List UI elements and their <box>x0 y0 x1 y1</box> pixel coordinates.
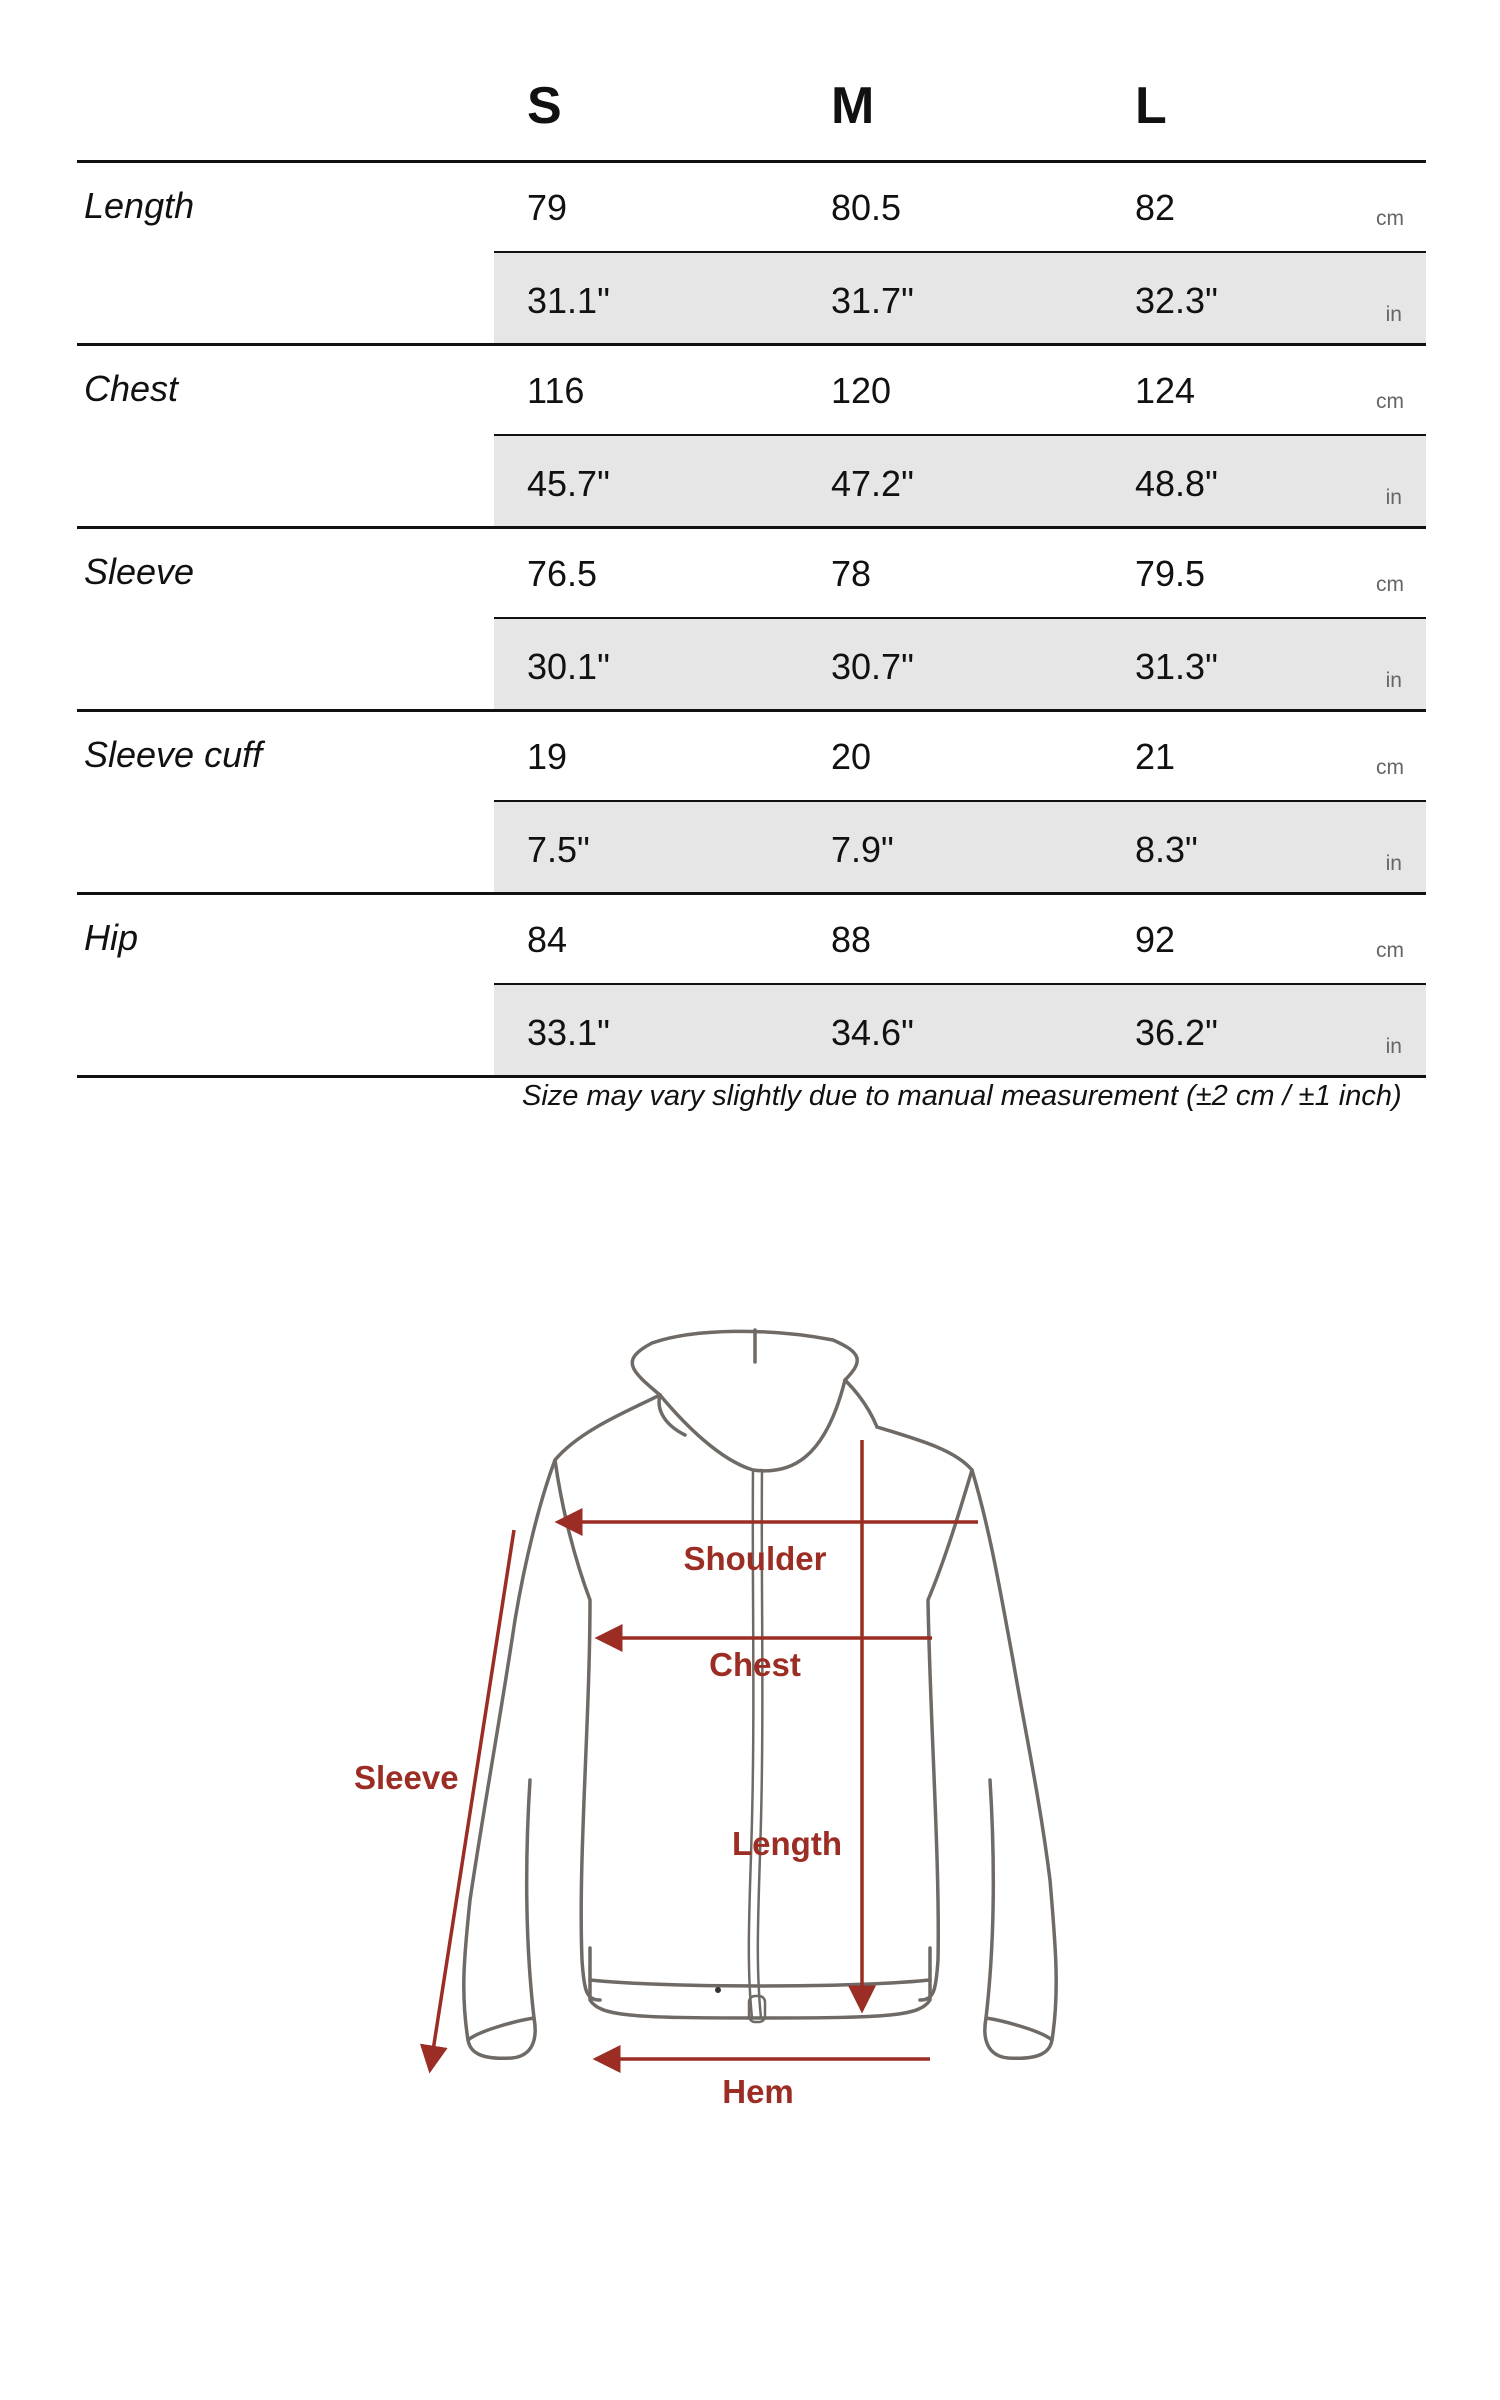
cm-row <box>494 529 1426 620</box>
value-cell: 7.5" <box>527 829 590 870</box>
value-cell: 7.9" <box>831 829 894 870</box>
sleeve-label: Sleeve <box>354 1759 459 1796</box>
unit-label-in: in <box>1385 852 1402 875</box>
right-cuff <box>985 2018 1052 2058</box>
inch-row <box>494 253 1426 343</box>
cm-row <box>494 712 1426 803</box>
value-cell: 82 <box>1135 187 1176 228</box>
value-cell: 32.3" <box>1135 280 1218 321</box>
size-header-row <box>77 60 1426 163</box>
chest-label: Chest <box>709 1646 801 1683</box>
measurement-label: Length <box>84 185 195 226</box>
unit-label-cm: cm <box>1376 207 1404 230</box>
measurement-label: Hip <box>84 917 139 958</box>
value-cell: 79 <box>527 187 568 228</box>
measurement-label: Sleeve <box>84 551 195 592</box>
unit-label-cm: cm <box>1376 939 1404 962</box>
value-cell: 33.1" <box>527 1012 610 1053</box>
inch-row <box>494 985 1426 1075</box>
measurement-group-chest <box>77 346 1426 529</box>
value-cell: 21 <box>1135 736 1176 777</box>
value-cell: 76.5 <box>527 553 598 594</box>
value-cell: 19 <box>527 736 568 777</box>
cm-row <box>494 163 1426 254</box>
value-cell: 48.8" <box>1135 463 1218 504</box>
shoulder-label: Shoulder <box>683 1540 827 1577</box>
value-cell: 120 <box>831 370 892 411</box>
measurement-group-hip <box>77 895 1426 1078</box>
unit-label-in: in <box>1385 486 1402 509</box>
hem-label: Hem <box>722 2073 794 2110</box>
value-cell: 8.3" <box>1135 829 1198 870</box>
unit-label-cm: cm <box>1376 573 1404 596</box>
cm-row <box>494 895 1426 986</box>
hoodie-measurement-diagram <box>300 1300 1160 2140</box>
hoodie-diagram-svg <box>300 1300 1160 2140</box>
cm-row <box>494 346 1426 437</box>
measurement-group-sleeve <box>77 529 1426 712</box>
size-chart-table <box>77 60 1426 1078</box>
hoodie-outline <box>464 1330 1056 2058</box>
inch-row <box>494 619 1426 709</box>
value-cell: 31.7" <box>831 280 914 321</box>
value-cell: 34.6" <box>831 1012 914 1053</box>
unit-label-in: in <box>1385 1035 1402 1058</box>
measurement-group-length <box>77 163 1426 346</box>
size-header-s: S <box>527 77 562 135</box>
unit-label-in: in <box>1385 303 1402 326</box>
measurement-label: Chest <box>84 368 179 409</box>
unit-label-cm: cm <box>1376 390 1404 413</box>
value-cell: 84 <box>527 919 568 960</box>
value-cell: 20 <box>831 736 872 777</box>
length-label: Length <box>732 1825 842 1862</box>
value-cell: 47.2" <box>831 463 914 504</box>
left-cuff <box>468 2018 535 2058</box>
inch-row <box>494 802 1426 892</box>
value-cell: 79.5 <box>1135 553 1206 594</box>
value-cell: 78 <box>831 553 872 594</box>
value-cell: 88 <box>831 919 872 960</box>
size-header-m: M <box>831 77 875 135</box>
value-cell: 45.7" <box>527 463 610 504</box>
value-cell: 116 <box>527 370 585 411</box>
value-cell: 124 <box>1135 370 1196 411</box>
value-cell: 92 <box>1135 919 1176 960</box>
value-cell: 36.2" <box>1135 1012 1218 1053</box>
value-cell: 30.7" <box>831 646 914 687</box>
sleeve-arrow <box>430 1530 514 2070</box>
value-cell: 31.1" <box>527 280 610 321</box>
unit-label-cm: cm <box>1376 756 1404 779</box>
inch-row <box>494 436 1426 526</box>
hood-inner <box>660 1380 845 1471</box>
measurement-group-sleeve-cuff <box>77 712 1426 895</box>
measurement-label: Sleeve cuff <box>84 734 263 775</box>
value-cell: 30.1" <box>527 646 610 687</box>
measurement-arrows <box>430 1440 978 2070</box>
unit-label-in: in <box>1385 669 1402 692</box>
size-header-l: L <box>1135 77 1167 135</box>
measurement-note: Size may vary slightly due to manual measurement (±2 cm / ±1 inch) <box>522 1080 1402 1112</box>
value-cell: 80.5 <box>831 187 902 228</box>
value-cell: 31.3" <box>1135 646 1218 687</box>
